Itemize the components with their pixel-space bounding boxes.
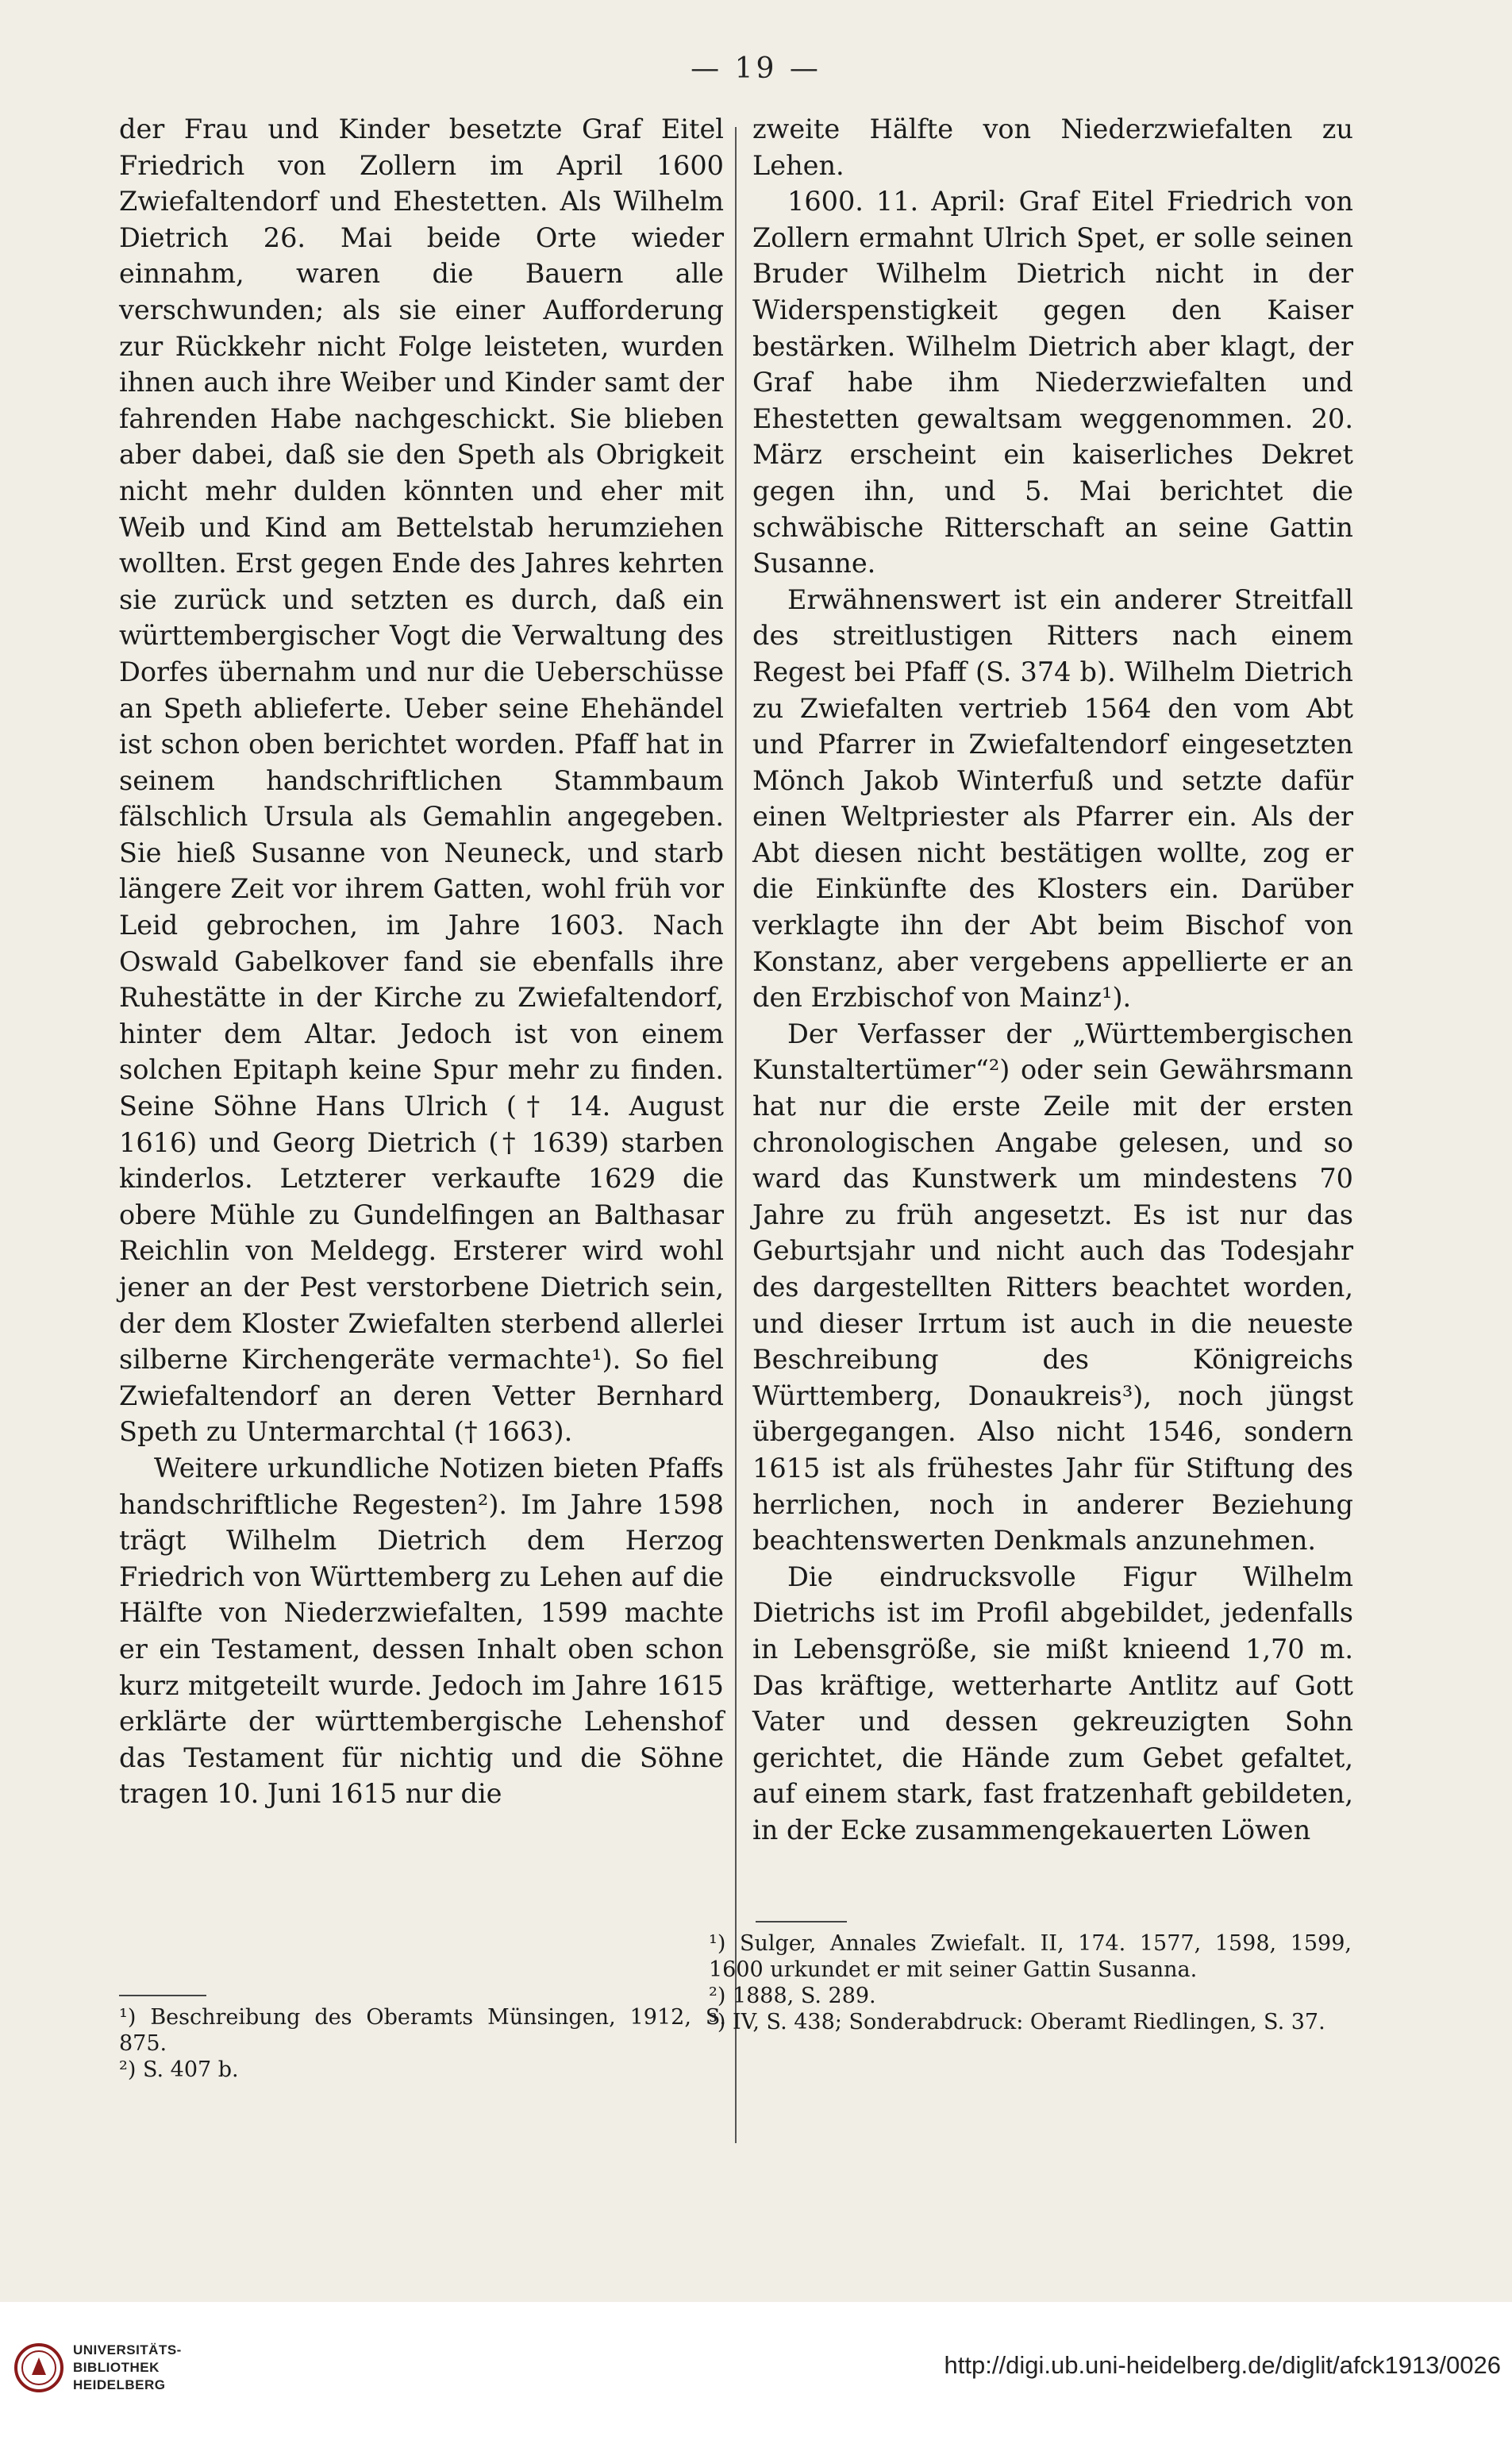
paragraph: der Frau und Kinder besetzte Graf Eitel Friedrich von Zollern im April 1600 Zwiefaltendorf und Ehestetten. Als Wilhelm Dietrich 26. Mai beide Orte wieder einnahm, waren die Bauern alle verschwunden; als sie einer Aufforderung zur Rückkehr nicht Folge leisteten, wurden ihnen auch ihre Weiber und Kinder samt der fahrenden Habe nachgeschickt. Sie blieben aber dabei, daß sie den Speth als Obrigkeit nicht mehr dulden könnten und eher mit Weib und Kind am Bettelstab herumziehen wollten. Erst gegen Ende des Jahres kehrten sie zurück und setzten es durch, daß ein württembergischer Vogt die Verwaltung des Dorfes übernahm und nur die Ueberschüsse an Speth ablieferte. Ueber seine Ehehändel ist schon oben berichtet worden. Pfaff hat in seinem handschriftlichen Stammbaum fälschlich Ursula als Gemahlin angegeben. Sie hieß Susanne von Neuneck, und starb längere Zeit vor ihrem Gatten, wohl früh vor Leid gebrochen, im Jahre 1603. Nach Oswald Gabelkover fand sie ebenfalls ihre Ruhestätte in der Kirche zu Zwiefaltendorf, hinter dem Altar. Jedoch ist von einem solchen Epitaph keine Spur mehr zu finden. Seine Söhne Hans Ulrich († 14. August 1616) und Georg Dietrich († 1639) starben kinderlos. Letzterer verkaufte 1629 die obere Mühle zu Gundelfingen an Balthasar Reichlin von Meldegg. Ersterer wird wohl jener an der Pest verstorbene Dietrich sein, der dem Kloster Zwiefalten sterbend allerlei silberne Kirchengeräte vermachte¹). So fiel Zwiefaltendorf an deren Vetter Bernhard Speth zu Untermarchtal († 1663). xyxy=(119,114,724,1448)
library-name-line: BIBLIOTHEK xyxy=(73,2360,160,2375)
footnote: ³) IV, S. 438; Sonderabdruck: Oberamt Riedlingen, S. 37. xyxy=(709,2010,1325,2034)
library-name-line: UNIVERSITÄTS- xyxy=(73,2342,182,2357)
left-text-column xyxy=(119,111,724,1812)
viewer-footer xyxy=(0,2302,1512,2444)
right-text-column xyxy=(752,111,1353,1849)
paragraph: 1600. 11. April: Graf Eitel Friedrich von Zollern ermahnt Ulrich Spet, er solle seinen Bruder Wilhelm Dietrich nicht in der Widerspenstigkeit gegen den Kaiser bestärken. Wilhelm Dietrich aber klagt, der Graf habe ihm Niederzwiefalten und Ehestetten gewaltsam weggenommen. 20. März erscheint ein kaiserliches Dekret gegen ihn, und 5. Mai berichtet die schwäbische Ritterschaft an seine Gattin Susanne. xyxy=(752,186,1353,579)
footnote: ²) 1888, S. 289. xyxy=(709,1984,876,2008)
column-divider xyxy=(735,127,737,2143)
right-footnotes xyxy=(709,1930,1352,2035)
footnote: ¹) Beschreibung des Oberamts Münsingen, 1912, S. 875. xyxy=(119,2005,726,2056)
library-name-line: HEIDELBERG xyxy=(73,2377,166,2392)
page-number: — 19 — xyxy=(691,52,821,85)
left-footnotes xyxy=(119,2004,726,2083)
paragraph: Der Verfasser der „Württembergischen Kunstaltertümer“²) oder sein Gewährsmann hat nur die erste Zeile mit der ersten chronologischen Angabe gelesen, und so ward das Kunstwerk um mindestens 70 Jahre zu früh angesetzt. Es ist nur das Geburtsjahr und nicht auch das Todesjahr des dargestellten Ritters beachtet worden, und dieser Irrtum ist auch in die neueste Beschreibung des Königreichs Württemberg, Donaukreis³), noch jüngst übergegangen. Also nicht 1546, sondern 1615 ist als frühestes Jahr für Stiftung des herrlichen, noch in anderer Beziehung beachtenswerten Denkmals anzunehmen. xyxy=(752,1018,1353,1557)
university-seal-icon xyxy=(14,2343,63,2392)
permalink-url[interactable]: http://digi.ub.uni-heidelberg.de/diglit/afck1913/0026 xyxy=(944,2351,1501,2379)
library-name xyxy=(73,2342,182,2394)
footnote-divider xyxy=(119,1995,206,1996)
paragraph: zweite Hälfte von Niederzwiefalten zu Lehen. xyxy=(752,114,1353,181)
paragraph: Weitere urkundliche Notizen bieten Pfaffs handschriftliche Regesten²). Im Jahre 1598 trägt Wilhelm Dietrich dem Herzog Friedrich von Württemberg zu Lehen auf die Hälfte von Niederzwiefalten, 1599 machte er ein Testament, dessen Inhalt oben schon kurz mitgeteilt wurde. Jedoch im Jahre 1615 erklärte der württembergische Lehenshof das Testament für nichtig und die Söhne tragen 10. Juni 1615 nur die xyxy=(119,1452,724,1810)
paragraph: Die eindrucksvolle Figur Wilhelm Dietrichs ist im Profil abgebildet, jedenfalls in Lebensgröße, sie mißt knieend 1,70 m. Das kräftige, wetterharte Antlitz auf Gott Vater und dessen gekreuzigten Sohn gerichtet, die Hände zum Gebet gefaltet, auf einem stark, fast fratzenhaft gebildeten, in der Ecke zusammengekauerten Löwen xyxy=(752,1561,1353,1846)
footnote: ¹) Sulger, Annales Zwiefalt. II, 174. 1577, 1598, 1599, 1600 urkundet er mit seiner Gattin Susanna. xyxy=(709,1931,1352,1982)
paragraph: Erwähnenswert ist ein anderer Streitfall des streitlustigen Ritters nach einem Regest bei Pfaff (S. 374 b). Wilhelm Dietrich zu Zwiefalten vertrieb 1564 den vom Abt und Pfarrer in Zwiefaltendorf eingesetzten Mönch Jakob Winterfuß und setzte dafür einen Weltpriester als Pfarrer ein. Als der Abt diesen nicht bestätigen wollte, zog er die Einkünfte des Klosters ein. Darüber verklagte ihn der Abt beim Bischof von Konstanz, aber vergebens appellierte er an den Erzbischof von Mainz¹). xyxy=(752,583,1353,1014)
footnote: ²) S. 407 b. xyxy=(119,2057,239,2082)
footnote-divider xyxy=(756,1921,847,1922)
